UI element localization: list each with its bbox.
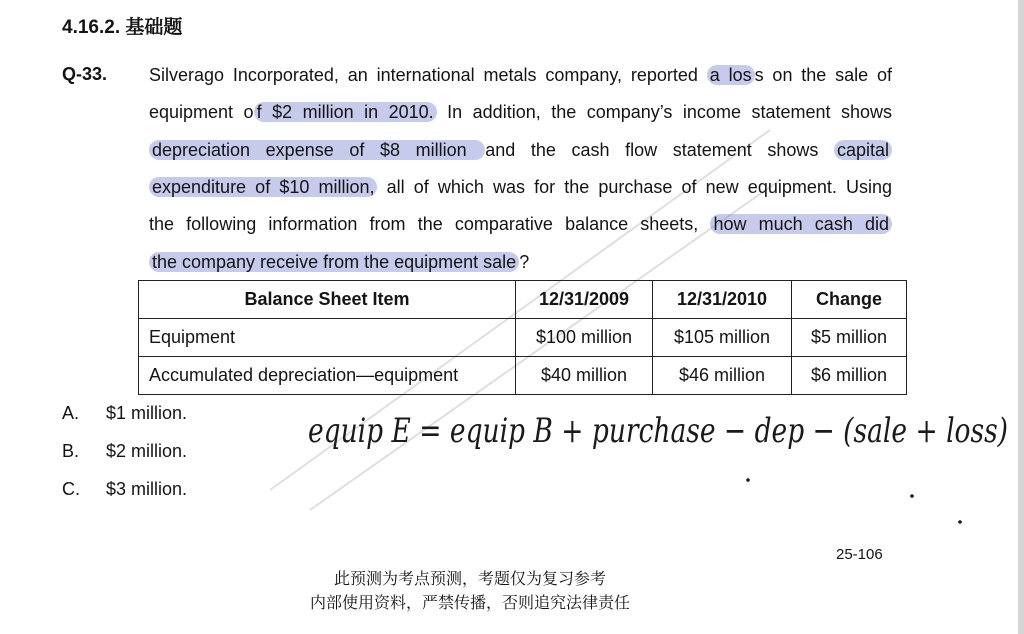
text-segment: equipment o xyxy=(149,102,254,122)
question-line-6 xyxy=(149,251,892,273)
text-segment: and the cash flow statement shows xyxy=(485,140,834,160)
table-header: Balance Sheet Item xyxy=(139,281,516,319)
question-line-3 xyxy=(149,139,892,161)
text-segment: Silverago Incorporated, an international metals company, reported xyxy=(149,65,707,85)
highlighted-text: f $2 million in 2010. xyxy=(254,102,437,122)
text-segment: ? xyxy=(519,252,530,272)
option-letter: B. xyxy=(62,441,80,461)
table-cell: $6 million xyxy=(792,357,907,395)
pen-dot xyxy=(910,494,914,498)
highlighted-text: capital xyxy=(834,140,892,160)
table-row xyxy=(139,319,907,357)
footer-line-2: 内部使用资料，严禁传播，否则追究法律责任 xyxy=(309,593,630,612)
question-number: Q-33. xyxy=(62,64,108,84)
scrollbar[interactable] xyxy=(1018,0,1024,634)
table-row xyxy=(139,357,907,395)
table-cell: Accumulated depreciation—equipment xyxy=(139,357,516,395)
handwritten-text: equip E = equip B + purchase − dep − (sale + loss) xyxy=(308,411,1008,451)
table-cell: $46 million xyxy=(653,357,792,395)
question-line-2 xyxy=(149,101,892,123)
handwritten-formula xyxy=(300,400,1020,530)
table-cell: $40 million xyxy=(516,357,653,395)
pen-dot xyxy=(746,478,750,482)
table-cell: $105 million xyxy=(653,319,792,357)
text-segment: all of which was for the purchase of new equipment. Using xyxy=(377,177,892,197)
question-line-1 xyxy=(149,64,892,86)
question-line-4 xyxy=(149,176,892,198)
table-header-row xyxy=(139,281,907,319)
pen-dot xyxy=(958,520,962,524)
table-header: 12/31/2010 xyxy=(653,281,792,319)
highlighted-text: a los xyxy=(707,65,755,85)
highlighted-text: how much cash did xyxy=(710,214,892,234)
text-segment: In addition, the company’s income statement shows xyxy=(436,102,893,122)
page-number: 25-106 xyxy=(836,546,883,563)
highlighted-text: expenditure of $10 million, xyxy=(149,177,377,197)
text-segment: the following information from the comparative balance sheets, xyxy=(149,214,711,234)
option-text: $2 million. xyxy=(106,441,188,461)
table-cell: $100 million xyxy=(516,319,653,357)
question-line-5 xyxy=(149,213,892,235)
table-cell: Equipment xyxy=(139,319,516,357)
balance-sheet-table xyxy=(138,280,907,395)
table-header: Change xyxy=(792,281,907,319)
text-segment: s on the sale of xyxy=(754,65,892,85)
table-cell: $5 million xyxy=(792,319,907,357)
option-text: $1 million. xyxy=(106,403,188,423)
highlighted-text: the company receive from the equipment sale xyxy=(149,252,519,272)
section-title: 4.16.2. 基础题 xyxy=(62,17,183,38)
table-header: 12/31/2009 xyxy=(516,281,653,319)
highlighted-text: depreciation expense of $8 million xyxy=(149,140,485,160)
option-text: $3 million. xyxy=(106,479,188,499)
footer-line-1: 此预测为考点预测，考题仅为复习参考 xyxy=(333,569,606,588)
option-letter: C. xyxy=(62,479,80,499)
option-letter: A. xyxy=(62,403,80,423)
